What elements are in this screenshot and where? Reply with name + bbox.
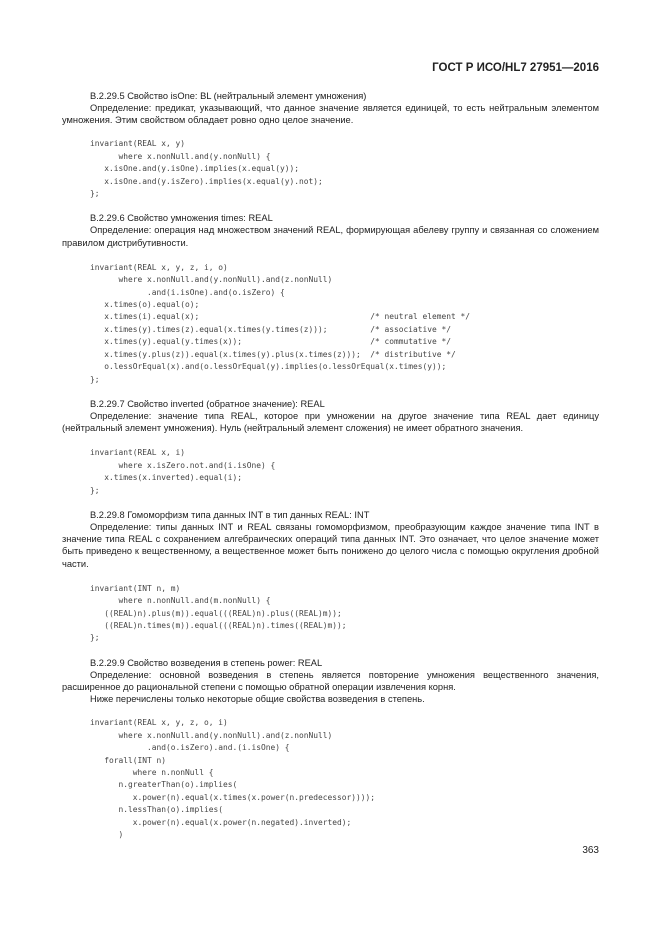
code-block: invariant(REAL x, y) where x.nonNull.and(y.nonNull) { x.isOne.and(y.isOne).implies(x.equal(y)); x.isOne.and(y.isZero).implies(x.equal(y).not); }; xyxy=(90,139,323,199)
section-isone xyxy=(62,90,599,200)
code-block: invariant(INT n, m) where n.nonNull.and(m.nonNull) { ((REAL)n).plus(m)).equal(((REAL)n).plus((REAL)m)); ((REAL)n.times(m)).equal(((REAL)n).times((REAL)m)); }; xyxy=(90,583,347,643)
section-paragraph: Ниже перечислены только некоторые общие свойства возведения в степень. xyxy=(90,694,425,705)
section-heading: B.2.29.6 Свойство умножения times: REAL xyxy=(90,213,273,224)
section-power xyxy=(62,657,599,842)
section-paragraph: Определение: операция над множеством значений REAL, формирующая абелеву группу и связанная со сложением правилом дистрибутивности. xyxy=(62,225,599,248)
section-inverted xyxy=(62,398,599,497)
page-number: 363 xyxy=(582,845,599,856)
code-block: invariant(REAL x, i) where x.isZero.not.and(i.isOne) { x.times(x.inverted).equal(i); }; xyxy=(90,448,276,495)
section-heading: B.2.29.7 Свойство inverted (обратное значение): REAL xyxy=(90,398,325,409)
section-heading: B.2.29.5 Свойство isOne: BL (нейтральный элемент умножения) xyxy=(90,91,367,101)
section-homomorphism xyxy=(62,509,599,645)
section-paragraph: Определение: предикат, указывающий, что данное значение является единицей, то есть нейтральным элементом умножения. Этим свойством обладает ровно одно целое значение. xyxy=(62,103,599,126)
section-times xyxy=(62,212,599,385)
code-block: invariant(REAL x, y, z, o, i) where x.nonNull.and(y.nonNull).and(z.nonNull) .and(o.isZero).and.(i.isOne) { forall(INT n) where n.nonNull { n.greaterThan(o).implies( x.power(n).equal(x.times(x.power(n.predecessor)))); n.lessThan(o).implies( x.power(n).equal(x.power(n.negated).inverted); ) xyxy=(90,718,376,840)
section-paragraph: Определение: основной возведения в степень является повторение умножения вещественного значения, расширенное до рациональной степени с помощью обратной операции извлечения корня. xyxy=(62,669,599,692)
section-heading: B.2.29.8 Гомоморфизм типа данных INT в тип данных REAL: INT xyxy=(90,509,370,520)
page-content xyxy=(62,90,599,841)
section-paragraph: Определение: значение типа REAL, которое при умножении на другое значение типа REAL дает единицу (нейтральный элемент умножения). Нуль (нейтральный элемент сложения) не имеет обратного значения. xyxy=(62,410,599,434)
section-paragraph: Определение: типы данных INT и REAL связаны гомоморфизмом, преобразующим каждое значение типа INT в значение типа REAL с сохранением алгебраических операций типа данных INT. Это означает, что целое значение может быть приведено к вещественному, а вещественное может быть понижено до целого числа с помощью округления дробной части. xyxy=(62,521,599,569)
document-header: ГОСТ Р ИСО/HL7 27951—2016 xyxy=(432,62,599,74)
section-heading: B.2.29.9 Свойство возведения в степень power: REAL xyxy=(90,657,323,668)
code-block: invariant(REAL x, y, z, i, o) where x.nonNull.and(y.nonNull).and(z.nonNull) .and(i.isOne).and(o.isZero) { x.times(o).equal(o); x.times(i).equal(x); /* neutral element */ x.times(y).times(z).equal(x.times(y.times(z))); /* associative */ x.times(y).equal(y.times(x)); /* commutative */ x.times(y.plus(z)).equal(x.times(y).plus(x.times(z))); /* distributive */ o.lessOrEqual(x).and(o.lessOrEqual(y).implies(o.lessOrEqual(x.times(y)); }; xyxy=(90,262,471,384)
